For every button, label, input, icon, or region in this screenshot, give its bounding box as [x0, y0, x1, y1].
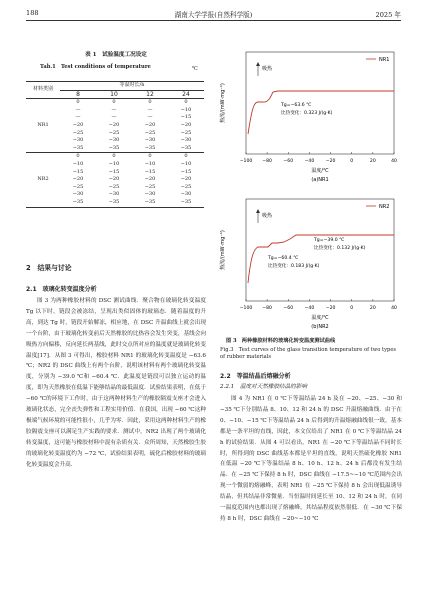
temperature-cell: 0	[184, 99, 188, 106]
table-unit: ℃	[192, 66, 198, 72]
legend-label: NR2	[379, 204, 390, 210]
temperature-cell: −35	[168, 199, 204, 207]
temperature-cell: −30	[72, 137, 84, 144]
x-tick-label: 40	[391, 306, 397, 311]
y-axis-label: 热流/(mW·mg⁻¹)	[220, 230, 226, 270]
temperature-cell: 0	[76, 99, 80, 106]
temperature-cell: −15	[180, 168, 192, 175]
temperature-cell: 0	[112, 153, 116, 160]
temperature-cell: −10	[108, 160, 120, 167]
table-title-cn: 表 1 试验温度工况设定	[85, 52, 147, 58]
temperature-cell: −20	[72, 176, 84, 183]
temperature-cell: −35	[60, 145, 96, 153]
temperature-cell: −10	[180, 106, 192, 113]
header-rule	[26, 20, 401, 21]
temperature-cell: −15	[180, 114, 192, 121]
subsection-heading: 2.1 玻璃化转变温度分析	[26, 286, 97, 293]
temperature-cell: 0	[184, 153, 188, 160]
temperature-cell: −25	[180, 183, 192, 190]
temperature-cell: −25	[108, 129, 120, 136]
journal-title: 湖南大学学报(自然科学版)	[174, 11, 253, 19]
x-tick-label: −100	[239, 306, 253, 311]
col-group: 等温时长/h	[60, 82, 204, 91]
temperature-cell: —	[147, 106, 153, 113]
subsubsection-heading: 2.2.1 温度对天然橡胶结晶的影响	[220, 384, 307, 390]
duration-header: 24	[168, 90, 204, 99]
material-name: NR2	[26, 153, 60, 207]
duration-header: 8	[60, 90, 96, 99]
arrow-head-icon	[256, 209, 260, 213]
temperature-cell: 0	[76, 153, 80, 160]
duration-header: 10	[96, 90, 132, 99]
x-tick-label: 0	[350, 306, 354, 311]
temperature-cell: −20	[108, 121, 120, 128]
temperature-cell: −35	[132, 199, 168, 207]
temperature-cell: −20	[108, 176, 120, 183]
temperature-cell: −30	[72, 191, 84, 198]
paragraph-text: 图 3 为两种橡胶材料的 DSC 测试曲线．聚合物在玻璃化转变温度 Tg 以下时，链段会被冻结，呈现出类似固体的玻璃态．随着温度的升高，到达 Tg 时，链段开始解冻，相应地，在 DSC 升温曲线上就会出现一个台阶，由于玻璃化转变前后天然橡胶的比热容会发生突变，基线会向吸热方向偏移，反向延长两基线，此时交点所对应的温度就是玻璃化转变温度[17]．从图 3 可得出，橡胶材料 NR1 的玻璃化转变温度是 −63.6 ℃；NR2 的 DSC 曲线上有两个台阶，说明该材料有两个玻璃化转变温度，分别为 −39.0 ℃和 −60.4 ℃．此温度是链段可以独立运动的温度，即为天然橡胶在低温下能够结晶的最低温度．试验结果表明，在低于 −60 ℃的环境下工作时，由于这两种材料生产的橡胶隔震支座才会进入玻璃化状态，完全丧失弹性和工程实用价值．在我国，出现 −60 ℃这种极端气候环境的可能性很小，几乎为零．因此，采用这两种材料生产的橡胶隔震支座可以满足生产实践的要求．测试中，NR2 出现了两个玻璃化转变温度，这可能与橡胶材料中混有杂质有关．众所周知，天然橡胶生胶的玻璃化转变温度约为 −72 ℃，试验结果表明，硫化后橡胶材料的玻璃化转变温度会升高．	[26, 298, 206, 468]
page-number: 188	[26, 9, 39, 17]
section-heading: 2 结果与讨论	[26, 264, 72, 272]
temperature-cell: −30	[144, 191, 156, 198]
temperature-cell: −25	[72, 183, 84, 190]
col-material: 材料类别	[26, 82, 60, 99]
temperature-cell: —	[147, 114, 153, 121]
x-tick-label: −20	[325, 159, 336, 164]
body-paragraph-crystal	[220, 394, 402, 594]
subsection-heading-2-2: 2.2 等温结晶后熔融分析	[220, 373, 291, 380]
endotherm-label: 吸热	[262, 213, 273, 219]
temperature-cell: −25	[144, 183, 156, 190]
temperature-cell: —	[111, 106, 117, 113]
x-tick-label: −20	[325, 306, 336, 311]
duration-header: 12	[132, 90, 168, 99]
body-paragraph-tg	[26, 296, 206, 593]
temperature-cell: −35	[96, 145, 132, 153]
temperature-cell: 0	[148, 99, 152, 106]
table-title-en: Tab.1 Test conditions of temperature	[40, 64, 151, 70]
temperature-cell: −30	[144, 137, 156, 144]
temperature-cell: −35	[132, 145, 168, 153]
temperature-cell: −20	[144, 121, 156, 128]
temperature-cell: −25	[108, 183, 120, 190]
temperature-cell: −25	[144, 129, 156, 136]
tg1-annotation: Tg=−60.4 ℃	[268, 256, 299, 261]
temperature-cell: −30	[108, 191, 120, 198]
x-tick-label: −60	[283, 306, 294, 311]
temperature-cell: —	[75, 106, 81, 113]
temperature-cell: −15	[72, 168, 84, 175]
temperature-cell: −15	[108, 168, 120, 175]
temperature-cell: −25	[72, 129, 84, 136]
table-row	[26, 153, 204, 161]
dsc-plot-nr1	[218, 46, 403, 186]
material-name: NR1	[26, 99, 60, 153]
temperature-cell: −20	[180, 121, 192, 128]
cp-annotation: 比热变化：0.323 J/(g·K)	[281, 111, 333, 116]
arrow-head-icon	[256, 62, 260, 66]
x-tick-label: 20	[369, 159, 376, 164]
legend-label: NR1	[379, 57, 390, 63]
tg-annotation: Tg=−63.6 ℃	[281, 103, 312, 108]
panel-label: (b)NR2	[311, 324, 329, 330]
conditions-table	[26, 81, 204, 208]
x-tick-label: −80	[262, 159, 272, 164]
temperature-cell: 0	[112, 99, 116, 106]
x-tick-label: 20	[369, 306, 376, 311]
figure-caption-cn: 图 3 两种橡胶材料的玻璃化转变温度测试曲线	[226, 338, 336, 344]
x-tick-label: 40	[391, 159, 397, 164]
temperature-cell: −25	[180, 129, 192, 136]
endotherm-label: 吸热	[262, 66, 273, 72]
table-row	[26, 99, 204, 107]
temperature-cell: −20	[180, 176, 192, 183]
temperature-cell: −10	[180, 160, 192, 167]
x-tick-label: −40	[304, 159, 315, 164]
figure-caption-en: Fig.3 Test curves of the glass transition temperature of two types of rubber materials	[220, 347, 397, 360]
temperature-cell: −15	[144, 168, 156, 175]
temperature-cell: −35	[60, 199, 96, 207]
x-tick-label: −60	[283, 159, 294, 164]
temperature-cell: —	[75, 114, 81, 121]
cp2-annotation: 比热变化：0.132 J/(g·K)	[314, 246, 366, 251]
temperature-cell: −35	[168, 145, 204, 153]
x-axis-label: 温度/℃	[311, 168, 329, 174]
temperature-cell: −35	[96, 199, 132, 207]
x-tick-label: −100	[239, 159, 253, 164]
dsc-plot-nr2	[218, 193, 403, 333]
temperature-cell: −20	[72, 121, 84, 128]
temperature-cell: −30	[108, 137, 120, 144]
temperature-cell: −30	[180, 191, 192, 198]
cp1-annotation: 比热变化：0.183 J/(g·K)	[268, 264, 320, 269]
panel-label: (a)NR1	[311, 177, 329, 183]
x-tick-label: 0	[350, 159, 354, 164]
paragraph-text: 图 4 为 NR1 在 0 ℃下等温结晶 24 h 及在 −20、−25、−30 和 −35 ℃下分别结晶 8、10、12 和 24 h 的 DSC 升温熔融曲线．由于在 0、−10、−15 ℃下等温结晶 24 h 后得到的升温熔融曲线很一致，基本都是一条平坦的直线，因此，本文仅给出了 NR1 在 0 ℃下等温结晶 24 h 的试验结果．从图 4 可以看出，NR1 在 −20 ℃下等温结晶不同时长时，所得到的 DSC 曲线基本都是平坦的直线，说明天然硫化橡胶 NR1 在低温 −20 ℃下等温结晶 8 h、10 h、12 h、24 h 后都没有发生结晶．在 −25 ℃下保持 8 h 时，DSC 曲线在 −17.5~−10 ℃范围内会出现一个微弱的熔融峰，表明 NR1 在 −25 ℃下保持 8 h 会出现低温诱导结晶，但其结晶非常微量．当恒温时间延长至 10、12 和 24 h 时，在同一温度范围内也都出现了熔融峰，其结晶程度依然很低．在 −30 ℃下保持 8 h 时，DSC 曲线在 −20~−10 ℃	[220, 396, 402, 522]
temperature-cell: −20	[144, 176, 156, 183]
x-tick-label: −80	[262, 306, 272, 311]
temperature-cell: 0	[148, 153, 152, 160]
temperature-cell: −10	[144, 160, 156, 167]
y-axis-label: 热流/(mW·mg⁻¹)	[220, 83, 226, 123]
year: 2025 年	[375, 11, 401, 19]
x-axis-label: 温度/℃	[311, 315, 329, 321]
tg2-annotation: Tg=−39.0 ℃	[314, 238, 345, 243]
temperature-cell: −10	[72, 160, 84, 167]
x-tick-label: −40	[304, 306, 315, 311]
temperature-cell: —	[111, 114, 117, 121]
temperature-cell: −30	[180, 137, 192, 144]
